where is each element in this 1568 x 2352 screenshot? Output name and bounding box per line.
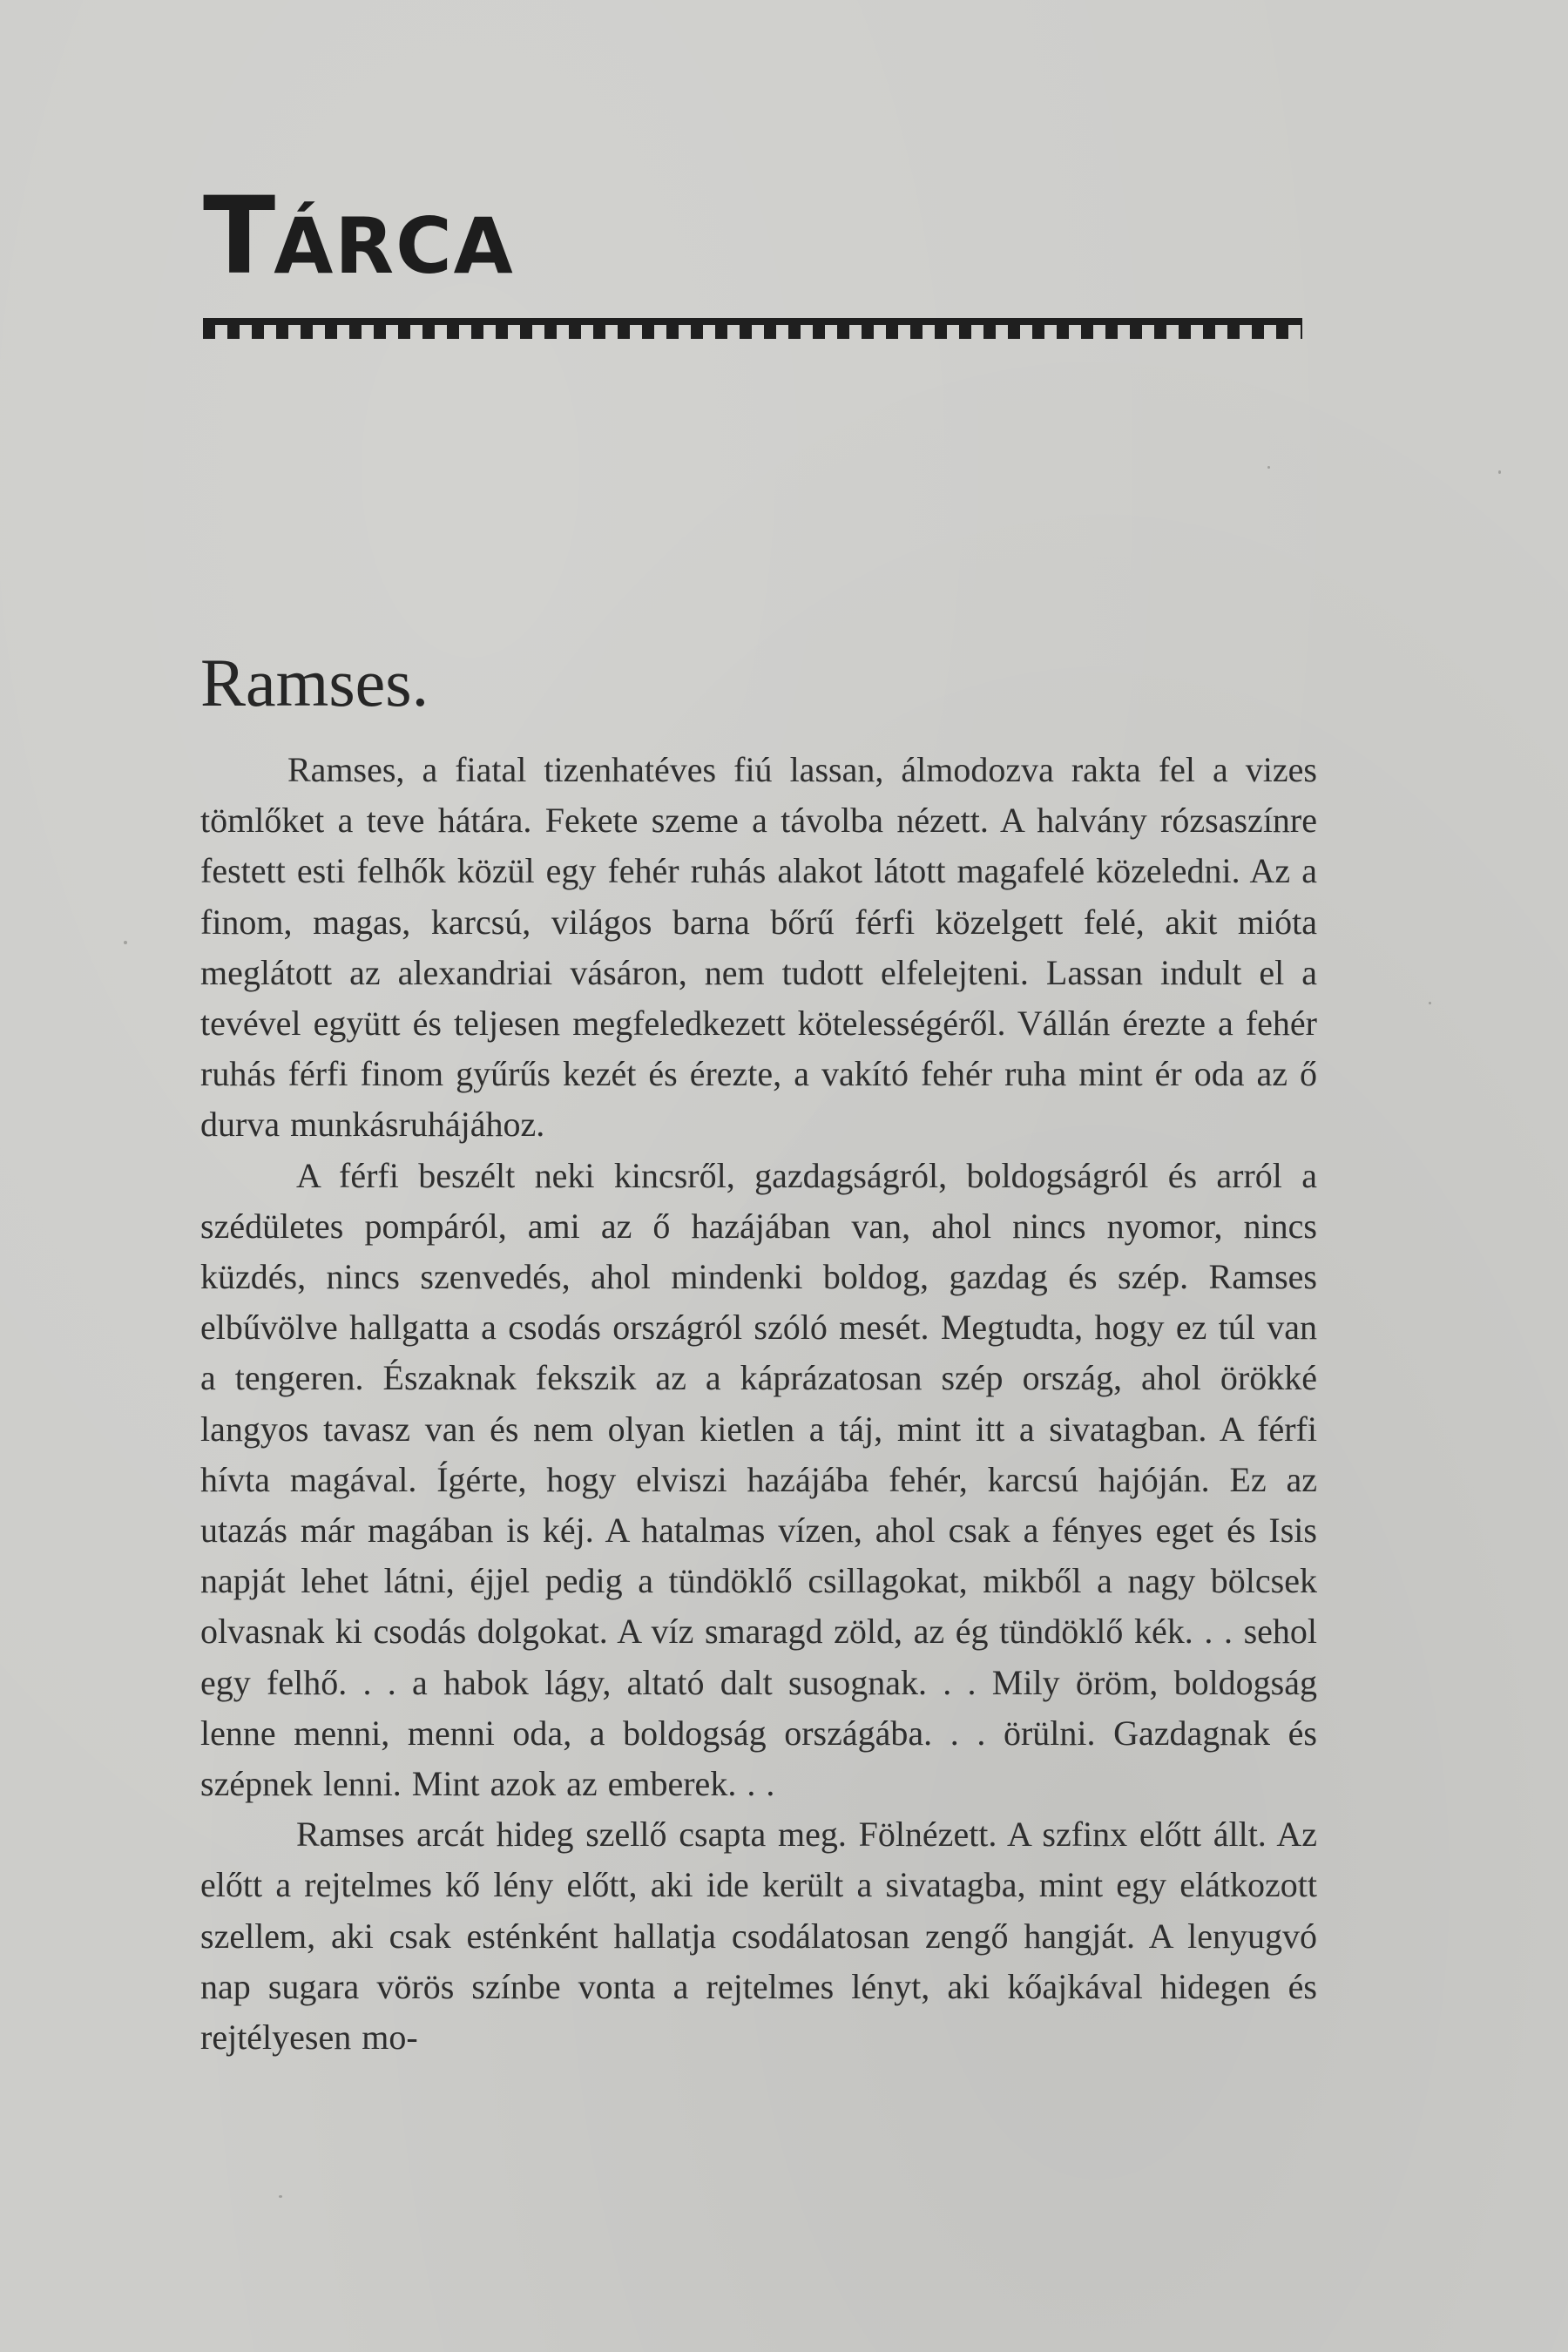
section-title: [203, 174, 515, 298]
section-title-rest: ÁRCA: [274, 201, 515, 291]
article-title: Ramses.: [200, 645, 429, 720]
paper-speck: [124, 941, 127, 944]
paragraph: Ramses, a fiatal tizenhatéves fiú lassan, álmodozva rakta fel a vizes tömlőket a teve hátára. Fekete szeme a távolba nézett. A halvány rózsaszínre festett esti felhők közül egy fehér ruhás alakot látott magafelé közeledni. Az a finom, magas, karcsú, világos barna bőrű férfi közelgett felé, akit mióta meglátott az alexandriai vásáron, nem tudott elfelejteni. Lassan indult el a tevével együtt és teljesen megfeledkezett kötelességéről. Vállán érezte a fehér ruhás férfi finom gyűrűs kezét és érezte, a vakító fehér ruha mint ér oda az ő durva munkásruhájához.: [200, 750, 1317, 1145]
rule-top-bar: [203, 318, 1302, 325]
paper-speck: [279, 2195, 282, 2198]
article-body: [200, 745, 1317, 2063]
paragraph: A férfi beszélt neki kincsről, gazdagságról, boldogságról és arról a szédületes pompáról, ami az ő hazájában van, ahol nincs nyomor, nincs küzdés, nincs szenvedés, ahol mindenki boldog, gazdag és szép. Ramses elbűvölve hallgatta a csodás országról szóló mesét. Megtudta, hogy ez túl van a tengeren. Északnak fekszik az a káprázatosan szép ország, ahol örökké langyos tavasz van és nem olyan kietlen a táj, mint itt a sivatagban. A férfi hívta magával. Ígérte, hogy elviszi hazájába fehér, karcsú hajóján. Ez az utazás már magában is kéj. A hatalmas vízen, ahol csak a fényes eget és Isis napját lehet látni, éjjel pedig a tündöklő csillagokat, mikből a nagy bölcsek olvasnak ki csodás dolgokat. A víz smaragd zöld, az ég tündöklő kék. . . sehol egy felhő. . . a habok lágy, altató dalt susognak. . . Mily öröm, boldogság lenne menni, menni oda, a boldogság országába. . . örülni. Gazdagnak és szépnek lenni. Mint azok az emberek. . .: [200, 1155, 1317, 1804]
rule-dashes: [203, 325, 1302, 339]
paragraph: Ramses arcát hideg szellő csapta meg. Fölnézett. A szfinx előtt állt. Az előtt a rejtelmes kő lény előtt, aki ide került a sivatagba, mint egy elátkozott szellem, aki csak esténként hallatja csodálatosan zengő hangját. A lenyugvó nap sugara vörös színbe vonta a rejtelmes lényt, aki kőajkával hidegen és rejtélyesen mo-: [200, 1815, 1317, 2058]
section-title-initial: T: [203, 174, 274, 298]
paper-speck: [1267, 466, 1270, 469]
paper-speck: [1498, 470, 1501, 474]
paper-speck: [1429, 1002, 1431, 1004]
section-header: [203, 174, 1309, 357]
ornamental-rule: [203, 318, 1302, 341]
